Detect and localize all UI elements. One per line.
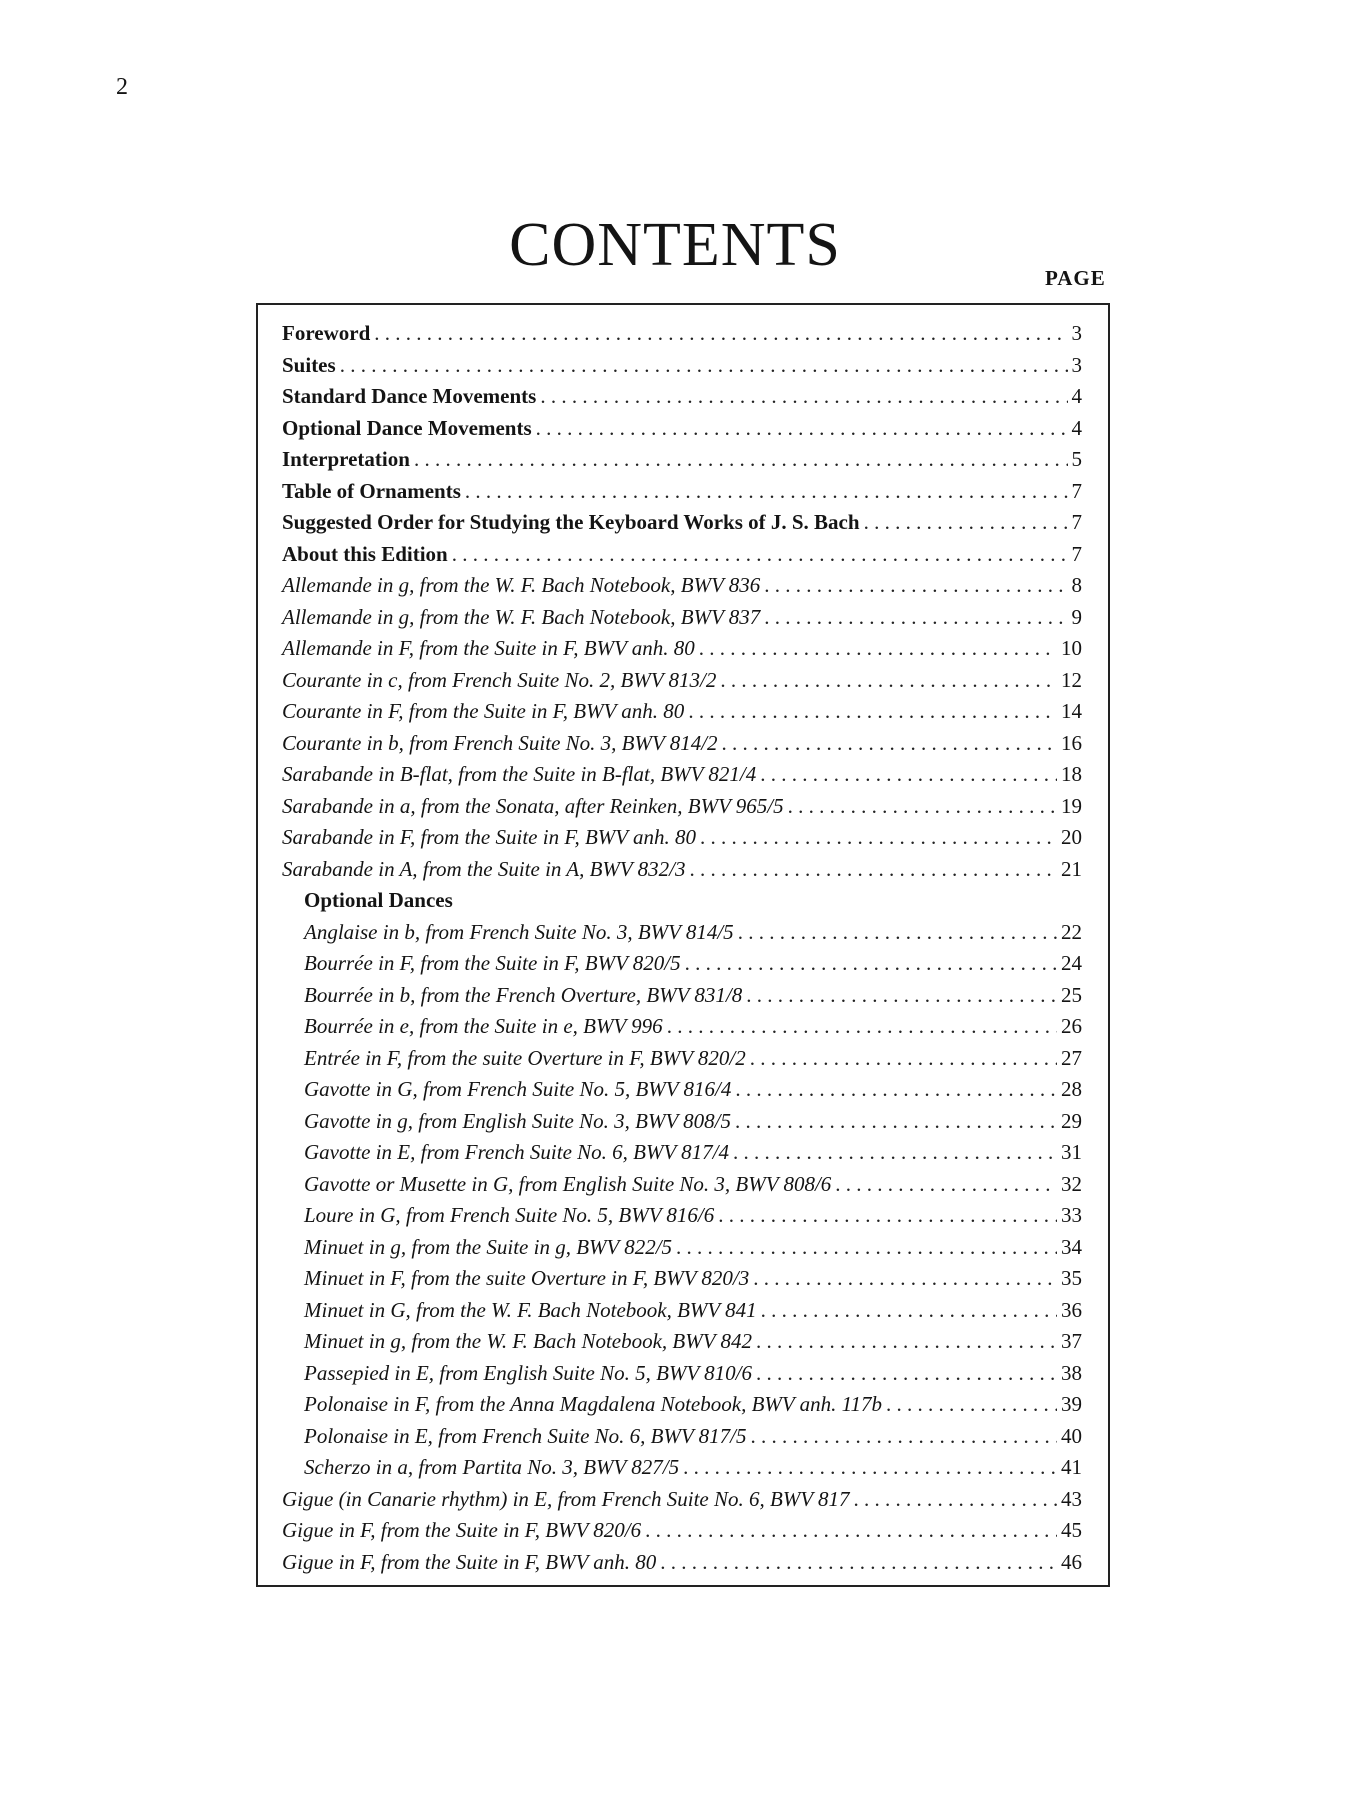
toc-dot-leader (764, 570, 1067, 602)
toc-dot-leader (854, 1484, 1057, 1516)
toc-entry (282, 1295, 1082, 1327)
toc-dot-leader (738, 917, 1057, 949)
toc-entry-page: 18 (1061, 762, 1082, 786)
toc-entry-title: Sarabande in B-flat, from the Suite in B-flat, BWV 821/4 (282, 762, 757, 786)
toc-entry-title: About this Edition (282, 541, 448, 566)
toc-dot-leader (700, 822, 1057, 854)
toc-entry (282, 1484, 1082, 1516)
toc-dot-leader (340, 350, 1068, 382)
toc-dot-leader (788, 791, 1057, 823)
toc-dot-leader (414, 444, 1068, 476)
toc-entry (282, 948, 1082, 980)
toc-entry-page: 31 (1061, 1140, 1082, 1164)
toc-dot-leader (536, 413, 1068, 445)
toc-entry-page: 7 (1071, 478, 1082, 503)
toc-entry-title: Allemande in g, from the W. F. Bach Notebook, BWV 836 (282, 573, 761, 597)
toc-entry-page: 39 (1061, 1392, 1082, 1416)
toc-entry-page: 10 (1061, 636, 1082, 660)
toc-entry-page: 12 (1061, 667, 1082, 692)
toc-entry-title: Standard Dance Movements (282, 384, 537, 408)
toc-dot-leader (685, 948, 1057, 980)
toc-entry (282, 759, 1082, 791)
toc-entry (282, 1137, 1082, 1169)
toc-entry (282, 1200, 1082, 1232)
toc-entry-title: Optional Dances (304, 888, 453, 912)
toc-entry (282, 539, 1082, 571)
toc-entry-title: Gavotte in G, from French Suite No. 5, BWV 816/4 (304, 1077, 732, 1101)
toc-dot-leader (735, 1106, 1057, 1138)
toc-entry-page: 19 (1061, 793, 1082, 818)
toc-entry (282, 633, 1082, 665)
page-title: CONTENTS (509, 211, 841, 279)
toc-entry-title: Bourrée in F, from the Suite in F, BWV 820/5 (304, 951, 681, 975)
toc-dot-leader (667, 1011, 1057, 1043)
contents-box (256, 303, 1110, 1587)
toc-entry (282, 665, 1082, 697)
toc-entry (282, 1074, 1082, 1106)
toc-entry-page: 35 (1061, 1266, 1082, 1290)
toc-dot-leader (761, 1295, 1057, 1327)
toc-entry (282, 350, 1082, 382)
toc-entry-title: Gigue in F, from the Suite in F, BWV anh. 80 (282, 1549, 657, 1574)
page-column-label: PAGE (1045, 266, 1106, 290)
toc-entry (282, 413, 1082, 445)
toc-entry (282, 1547, 1082, 1579)
toc-entry-page: 21 (1061, 856, 1082, 881)
toc-entry-title: Allemande in F, from the Suite in F, BWV anh. 80 (282, 636, 695, 660)
toc-entry-page: 29 (1061, 1108, 1082, 1133)
toc-entry-page: 14 (1061, 699, 1082, 723)
toc-entry-title: Bourrée in e, from the Suite in e, BWV 996 (304, 1014, 663, 1038)
toc-entry-page: 20 (1061, 825, 1082, 849)
toc-dot-leader (452, 539, 1068, 571)
toc-dot-leader (699, 633, 1057, 665)
toc-entry (282, 1452, 1082, 1484)
toc-entry-page: 33 (1061, 1203, 1082, 1227)
toc-dot-leader (718, 1200, 1057, 1232)
toc-entry-page: 46 (1061, 1549, 1082, 1574)
toc-entry-page: 3 (1071, 321, 1082, 345)
toc-entry-page: 32 (1061, 1171, 1082, 1196)
toc-entry-page: 25 (1061, 982, 1082, 1007)
toc-entry-title: Gavotte in E, from French Suite No. 6, BWV 817/4 (304, 1140, 729, 1164)
toc-entry-page: 5 (1071, 447, 1082, 471)
toc-dot-leader (645, 1515, 1057, 1547)
toc-entry (282, 318, 1082, 350)
toc-entry (282, 1232, 1082, 1264)
toc-entry (282, 476, 1082, 508)
toc-entry (282, 1515, 1082, 1547)
toc-entry-title: Foreword (282, 321, 371, 345)
toc-entry-title: Courante in b, from French Suite No. 3, BWV 814/2 (282, 730, 718, 755)
toc-entry-page: 16 (1061, 730, 1082, 755)
toc-entry-page: 4 (1071, 384, 1082, 408)
toc-entry (282, 822, 1082, 854)
toc-entry-title: Optional Dance Movements (282, 415, 532, 440)
toc-entry-title: Loure in G, from French Suite No. 5, BWV 816/6 (304, 1203, 715, 1227)
toc-dot-leader (722, 728, 1057, 760)
toc-entry-page: 24 (1061, 951, 1082, 975)
toc-entry-page: 28 (1061, 1077, 1082, 1101)
toc-entry (282, 854, 1082, 886)
toc-entry (282, 1106, 1082, 1138)
toc-entry (282, 1421, 1082, 1453)
toc-entry-page: 40 (1061, 1423, 1082, 1448)
toc-entry-title: Courante in c, from French Suite No. 2, BWV 813/2 (282, 667, 717, 692)
toc-entry-page: 3 (1071, 352, 1082, 377)
toc-entry (282, 381, 1082, 413)
toc-entry-title: Gavotte in g, from English Suite No. 3, BWV 808/5 (304, 1108, 731, 1133)
toc-entry-title: Gigue (in Canarie rhythm) in E, from French Suite No. 6, BWV 817 (282, 1486, 850, 1511)
toc-entry-title: Polonaise in F, from the Anna Magdalena Notebook, BWV anh. 117b (304, 1392, 883, 1416)
contents-list (282, 318, 1082, 1578)
toc-entry (282, 1169, 1082, 1201)
toc-entry-title: Suites (282, 352, 336, 377)
toc-entry-title: Suggested Order for Studying the Keyboard Works of J. S. Bach (282, 510, 860, 534)
toc-dot-leader (760, 759, 1057, 791)
toc-entry (282, 1263, 1082, 1295)
toc-dot-leader (733, 1137, 1057, 1169)
toc-entry-title: Entrée in F, from the suite Overture in F, BWV 820/2 (304, 1045, 746, 1070)
toc-section-heading (282, 885, 1082, 917)
toc-dot-leader (835, 1169, 1057, 1201)
toc-entry-title: Passepied in E, from English Suite No. 5, BWV 810/6 (304, 1360, 752, 1385)
toc-dot-leader (465, 476, 1068, 508)
toc-entry-page: 27 (1061, 1045, 1082, 1070)
toc-dot-leader (683, 1452, 1057, 1484)
toc-entry-title: Bourrée in b, from the French Overture, BWV 831/8 (304, 982, 743, 1007)
toc-dot-leader (746, 980, 1057, 1012)
toc-entry-title: Allemande in g, from the W. F. Bach Notebook, BWV 837 (282, 604, 761, 629)
toc-entry-title: Sarabande in A, from the Suite in A, BWV 832/3 (282, 856, 686, 881)
toc-dot-leader (750, 1043, 1057, 1075)
toc-entry-page: 34 (1061, 1234, 1082, 1259)
toc-dot-leader (751, 1421, 1057, 1453)
toc-entry (282, 444, 1082, 476)
toc-entry-page: 37 (1061, 1329, 1082, 1353)
toc-entry-page: 38 (1061, 1360, 1082, 1385)
toc-entry-page: 22 (1061, 919, 1082, 944)
toc-entry-title: Anglaise in b, from French Suite No. 3, BWV 814/5 (304, 919, 734, 944)
toc-dot-leader (688, 696, 1057, 728)
toc-entry-title: Gavotte or Musette in G, from English Suite No. 3, BWV 808/6 (304, 1171, 832, 1196)
toc-entry-title: Scherzo in a, from Partita No. 3, BWV 827/5 (304, 1455, 680, 1479)
toc-entry-title: Interpretation (282, 447, 410, 471)
toc-entry (282, 1326, 1082, 1358)
toc-dot-leader (864, 507, 1068, 539)
toc-entry-title: Minuet in G, from the W. F. Bach Notebook, BWV 841 (304, 1297, 757, 1322)
toc-dot-leader (756, 1326, 1057, 1358)
toc-entry (282, 728, 1082, 760)
toc-entry-page: 45 (1061, 1518, 1082, 1542)
toc-entry-title: Courante in F, from the Suite in F, BWV anh. 80 (282, 699, 685, 723)
toc-entry (282, 570, 1082, 602)
toc-dot-leader (660, 1547, 1057, 1579)
toc-dot-leader (886, 1389, 1057, 1421)
toc-entry-page: 36 (1061, 1297, 1082, 1322)
toc-entry (282, 1043, 1082, 1075)
toc-entry (282, 1389, 1082, 1421)
toc-entry-page: 41 (1061, 1455, 1082, 1479)
toc-entry (282, 507, 1082, 539)
toc-entry (282, 696, 1082, 728)
toc-entry-title: Table of Ornaments (282, 478, 461, 503)
toc-entry-title: Sarabande in a, from the Sonata, after Reinken, BWV 965/5 (282, 793, 784, 818)
toc-dot-leader (764, 602, 1067, 634)
toc-entry-page: 9 (1071, 604, 1082, 629)
toc-entry-page: 43 (1061, 1486, 1082, 1511)
toc-dot-leader (720, 665, 1057, 697)
toc-entry-page: 8 (1071, 573, 1082, 597)
toc-dot-leader (756, 1358, 1057, 1390)
toc-entry-title: Minuet in F, from the suite Overture in F, BWV 820/3 (304, 1266, 750, 1290)
toc-entry (282, 791, 1082, 823)
toc-dot-leader (540, 381, 1067, 413)
toc-entry-title: Sarabande in F, from the Suite in F, BWV anh. 80 (282, 825, 696, 849)
toc-entry (282, 980, 1082, 1012)
toc-entry (282, 1011, 1082, 1043)
toc-entry (282, 1358, 1082, 1390)
toc-dot-leader (676, 1232, 1057, 1264)
page-number: 2 (116, 74, 128, 100)
toc-dot-leader (374, 318, 1067, 350)
toc-dot-leader (753, 1263, 1057, 1295)
toc-entry-page: 7 (1071, 510, 1082, 534)
toc-entry (282, 917, 1082, 949)
toc-entry-page: 7 (1071, 541, 1082, 566)
toc-entry-title: Minuet in g, from the W. F. Bach Notebook, BWV 842 (304, 1329, 752, 1353)
toc-entry-page: 4 (1071, 415, 1082, 440)
toc-entry-page: 26 (1061, 1014, 1082, 1038)
toc-entry-title: Polonaise in E, from French Suite No. 6, BWV 817/5 (304, 1423, 747, 1448)
toc-entry (282, 602, 1082, 634)
toc-dot-leader (689, 854, 1057, 886)
toc-dot-leader (735, 1074, 1057, 1106)
toc-entry-title: Gigue in F, from the Suite in F, BWV 820/6 (282, 1518, 642, 1542)
toc-entry-title: Minuet in g, from the Suite in g, BWV 822/5 (304, 1234, 673, 1259)
